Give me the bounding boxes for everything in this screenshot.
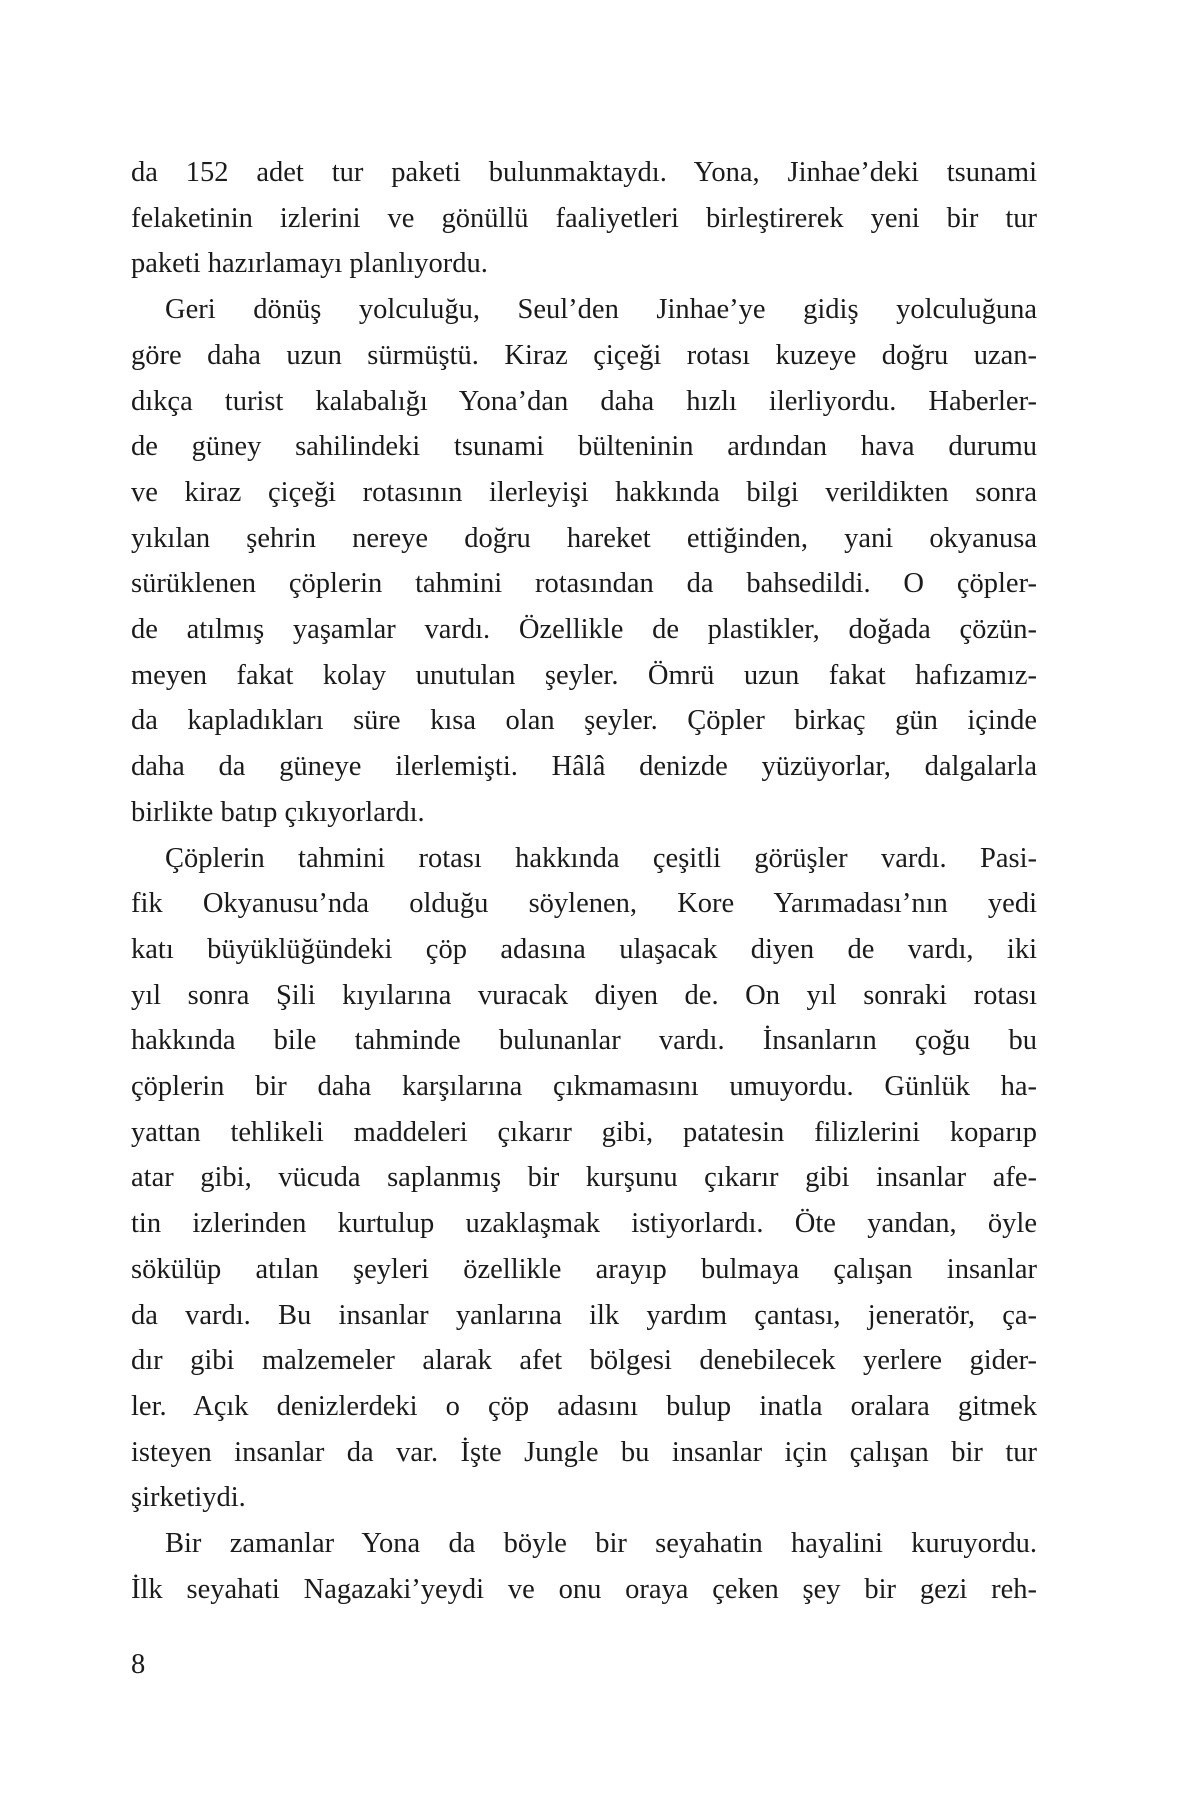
text-line: sürüklenen çöplerin tahmini rotasından da bahsedildi. O çöpler-: [131, 568, 1037, 600]
text-line: ve kiraz çiçeği rotasının ilerleyişi hakkında bilgi verildikten sonra: [131, 476, 1037, 508]
text-line: Bir zamanlar Yona da böyle bir seyahatin hayalini kuruyordu.: [165, 1528, 1037, 1560]
text-line: Geri dönüş yolculuğu, Seul’den Jinhae’ye gidiş yolculuğuna: [165, 294, 1037, 326]
text-line: da kapladıkları süre kısa olan şeyler. Çöpler birkaç gün içinde: [131, 705, 1037, 737]
text-line: göre daha uzun sürmüştü. Kiraz çiçeği rotası kuzeye doğru uzan-: [131, 339, 1037, 371]
text-line: şirketiydi.: [131, 1482, 246, 1514]
text-line: yıl sonra Şili kıyılarına vuracak diyen de. On yıl sonraki rotası: [131, 979, 1037, 1011]
text-line: fik Okyanusu’nda olduğu söylenen, Kore Yarımadası’nın yedi: [131, 888, 1037, 920]
text-line: yıkılan şehrin nereye doğru hareket ettiğinden, yani okyanusa: [131, 522, 1037, 554]
text-line: de güney sahilindeki tsunami bülteninin ardından hava durumu: [131, 431, 1037, 463]
text-line: İlk seyahati Nagazaki’yeydi ve onu oraya çeken şey bir gezi reh-: [131, 1573, 1037, 1605]
text-line: de atılmış yaşamlar vardı. Özellikle de plastikler, doğada çözün-: [131, 614, 1037, 646]
text-line: daha da güneye ilerlemişti. Hâlâ denizde yüzüyorlar, dalgalarla: [131, 751, 1037, 783]
text-line: Çöplerin tahmini rotası hakkında çeşitli görüşler vardı. Pasi-: [165, 842, 1037, 874]
body-text: [131, 150, 1037, 1613]
text-line: katı büyüklüğündeki çöp adasına ulaşacak diyen de vardı, iki: [131, 933, 1037, 965]
text-line: atar gibi, vücuda saplanmış bir kurşunu çıkarır gibi insanlar afe-: [131, 1162, 1037, 1194]
text-line: isteyen insanlar da var. İşte Jungle bu insanlar için çalışan bir tur: [131, 1436, 1037, 1468]
text-line: birlikte batıp çıkıyorlardı.: [131, 796, 425, 828]
page-number: 8: [131, 1649, 146, 1680]
text-line: çöplerin bir daha karşılarına çıkmamasını umuyordu. Günlük ha-: [131, 1071, 1037, 1103]
text-line: sökülüp atılan şeyleri özellikle arayıp bulmaya çalışan insanlar: [131, 1253, 1037, 1285]
text-line: dır gibi malzemeler alarak afet bölgesi denebilecek yerlere gider-: [131, 1345, 1037, 1377]
text-line: dıkça turist kalabalığı Yona’dan daha hızlı ilerliyordu. Haberler-: [131, 385, 1037, 417]
text-line: yattan tehlikeli maddeleri çıkarır gibi, patatesin filizlerini koparıp: [131, 1116, 1037, 1148]
text-line: ler. Açık denizlerdeki o çöp adasını bulup inatla oralara gitmek: [131, 1390, 1037, 1422]
text-line: paketi hazırlamayı planlıyordu.: [131, 248, 488, 280]
text-line: da 152 adet tur paketi bulunmaktaydı. Yona, Jinhae’deki tsunami: [131, 157, 1037, 188]
text-line: da vardı. Bu insanlar yanlarına ilk yardım çantası, jeneratör, ça-: [131, 1299, 1037, 1331]
text-line: felaketinin izlerini ve gönüllü faaliyetleri birleştirerek yeni bir tur: [131, 202, 1037, 234]
text-line: meyen fakat kolay unutulan şeyler. Ömrü uzun fakat hafızamız-: [131, 659, 1037, 691]
text-line: hakkında bile tahminde bulunanlar vardı. İnsanların çoğu bu: [131, 1025, 1037, 1057]
text-line: tin izlerinden kurtulup uzaklaşmak istiyorlardı. Öte yandan, öyle: [131, 1208, 1037, 1240]
